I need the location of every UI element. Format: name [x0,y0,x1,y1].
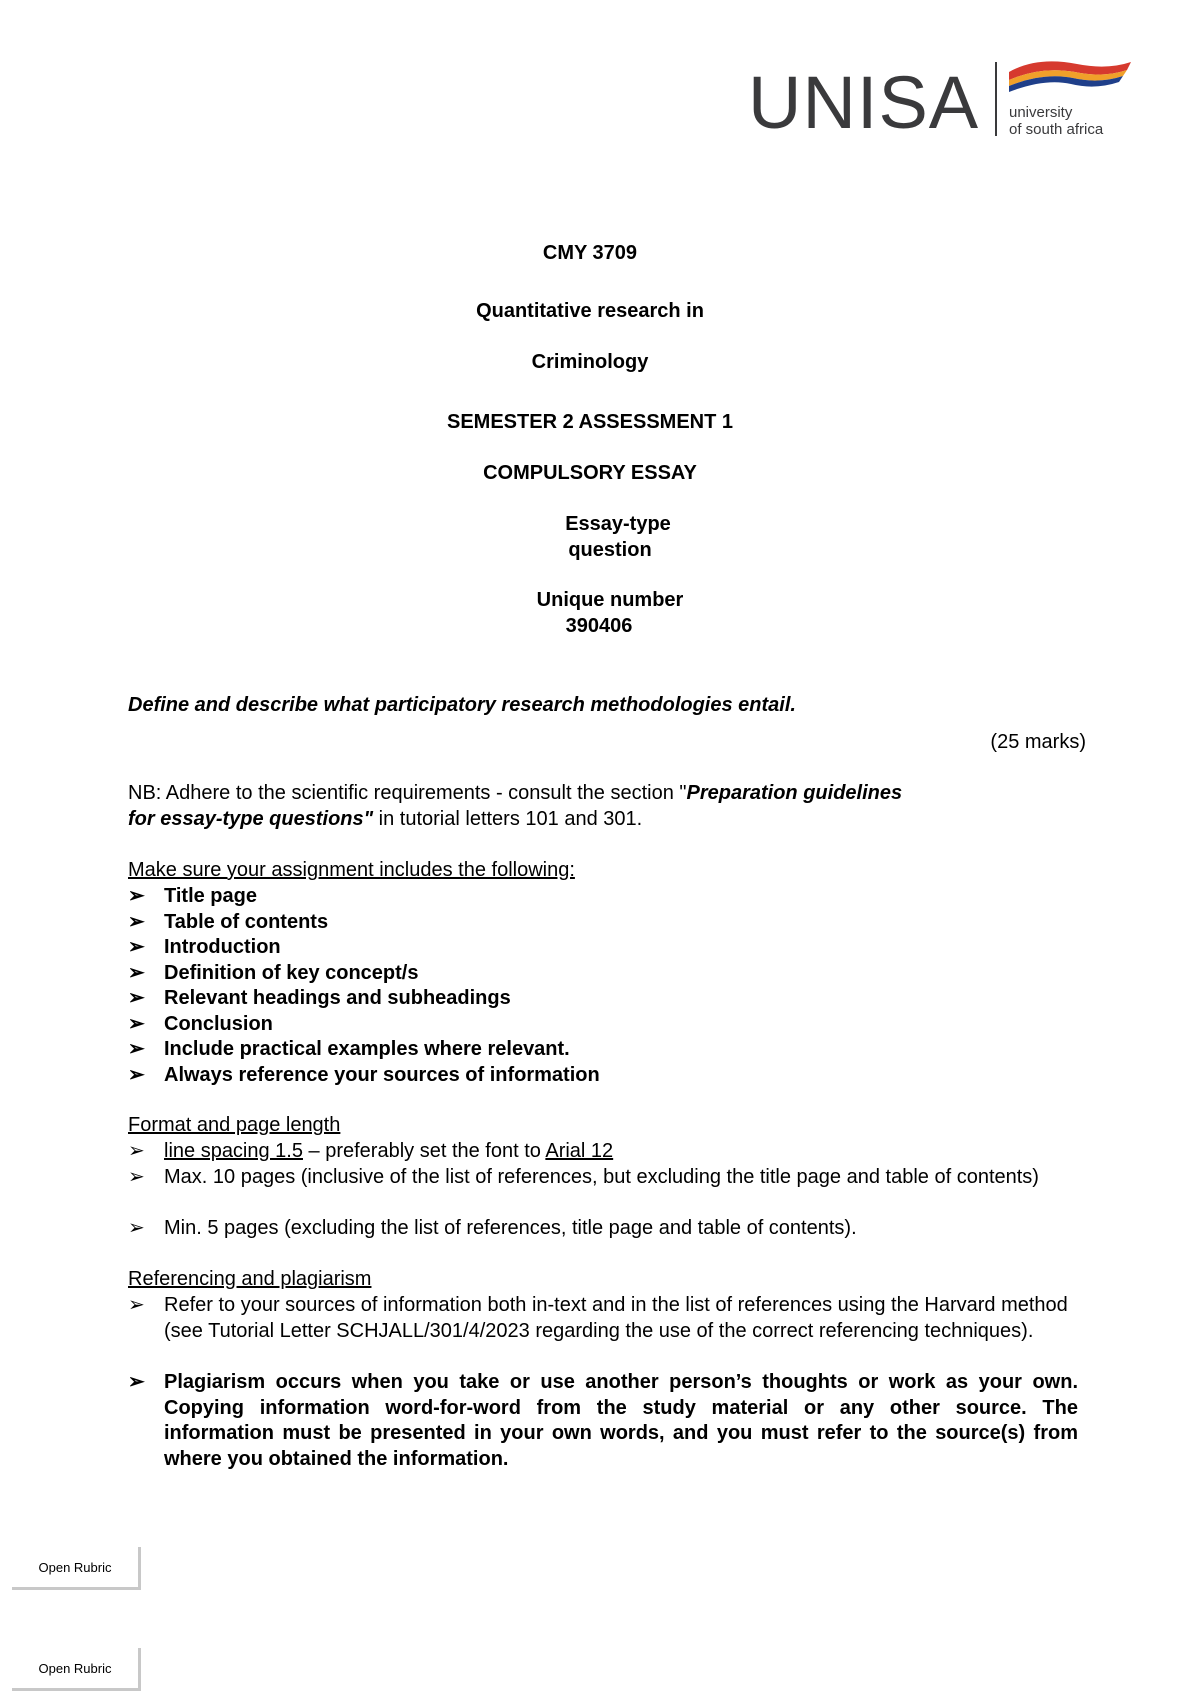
format-heading: Format and page length [128,1114,341,1136]
list-item: ➢ Conclusion [128,1012,1078,1038]
list-item: ➢ Always reference your sources of information [128,1063,1078,1089]
unique-number: 390406 [565,615,633,637]
title-line-1: Quantitative research in [476,300,704,322]
nb-prefix: NB: Adhere to the scientific requirements - consult the section " [128,782,687,804]
nb-suffix: in tutorial letters 101 and 301. [373,808,643,830]
arrow-bullet-icon: ➢ [128,1294,145,1316]
marks: (25 marks) [990,731,1086,753]
question-type-line-2: question [568,539,652,561]
unique-number-label: Unique number [536,589,684,611]
arrow-bullet-icon: ➢ [128,885,145,907]
logo-subtitle [1009,104,1103,138]
list-item: ➢ Title page [128,884,1078,910]
list-item: ➢ Min. 5 pages (excluding the list of references, title page and table of contents). [128,1216,1078,1242]
arrow-bullet-icon: ➢ [128,1371,145,1393]
logo-divider [995,62,997,136]
list-item: ➢ Table of contents [128,910,1078,936]
list-item: ➢ Definition of key concept/s [128,961,1078,987]
flag-icon [1007,58,1133,98]
list-item: ➢ Introduction [128,935,1078,961]
list-item [128,1139,1078,1165]
arrow-bullet-icon: ➢ [128,936,145,958]
list-item: ➢ Include practical examples where relevant. [128,1037,1078,1063]
unisa-logo [748,58,1128,148]
logo-sub-line2: of south africa [1009,121,1104,138]
arrow-bullet-icon: ➢ [128,1013,145,1035]
nb-emphasis-2: for essay-type questions" [128,808,374,830]
arrow-bullet-icon: ➢ [128,1217,145,1239]
arrow-bullet-icon: ➢ [128,911,145,933]
open-rubric-button[interactable]: Open Rubric [12,1648,141,1691]
list-item: ➢ Max. 10 pages (inclusive of the list of references, but excluding the title page and table of contents) [128,1165,1078,1191]
line-spacing-text: line spacing 1.5 [164,1140,303,1162]
list-item: ➢ Plagiarism occurs when you take or use another person’s thoughts or work as your own. Copying information word-for-word from the study material or any other source. The information must be presented in your own words, and you must refer to the source(s) from where you obtained the information. [128,1371,1078,1470]
list-item: ➢ Relevant headings and subheadings [128,986,1078,1012]
logo-wordmark: UNISA [748,61,980,144]
title-line-2: Criminology [531,351,649,373]
nb-paragraph [128,780,1088,832]
nb-emphasis-1: Preparation guidelines [686,782,903,804]
arrow-bullet-icon: ➢ [128,1038,145,1060]
font-preference-text: – preferably set the font to [302,1140,546,1162]
arrow-bullet-icon: ➢ [128,962,145,984]
referencing-heading: Referencing and plagiarism [128,1268,372,1290]
font-name-text: Arial 12 [545,1140,614,1162]
course-code: CMY 3709 [542,242,638,264]
essay-question: Define and describe what participatory research methodologies entail. [128,694,796,716]
assessment-label: SEMESTER 2 ASSESSMENT 1 [447,411,733,433]
assessment-type: COMPULSORY ESSAY [483,462,697,484]
question-type-line-1: Essay-type [565,513,671,535]
includes-heading: Make sure your assignment includes the following: [128,859,575,881]
logo-sub-line1: university [1009,104,1073,121]
open-rubric-button[interactable]: Open Rubric [12,1547,141,1590]
arrow-bullet-icon: ➢ [128,1064,145,1086]
arrow-bullet-icon: ➢ [128,987,145,1009]
arrow-bullet-icon: ➢ [128,1166,145,1188]
list-item: ➢ Refer to your sources of information both in-text and in the list of references using the Harvard method (see Tutorial Letter SCHJALL/301/4/2023 regarding the use of the correct referencing techniques). [128,1294,1068,1342]
arrow-bullet-icon: ➢ [128,1140,145,1162]
